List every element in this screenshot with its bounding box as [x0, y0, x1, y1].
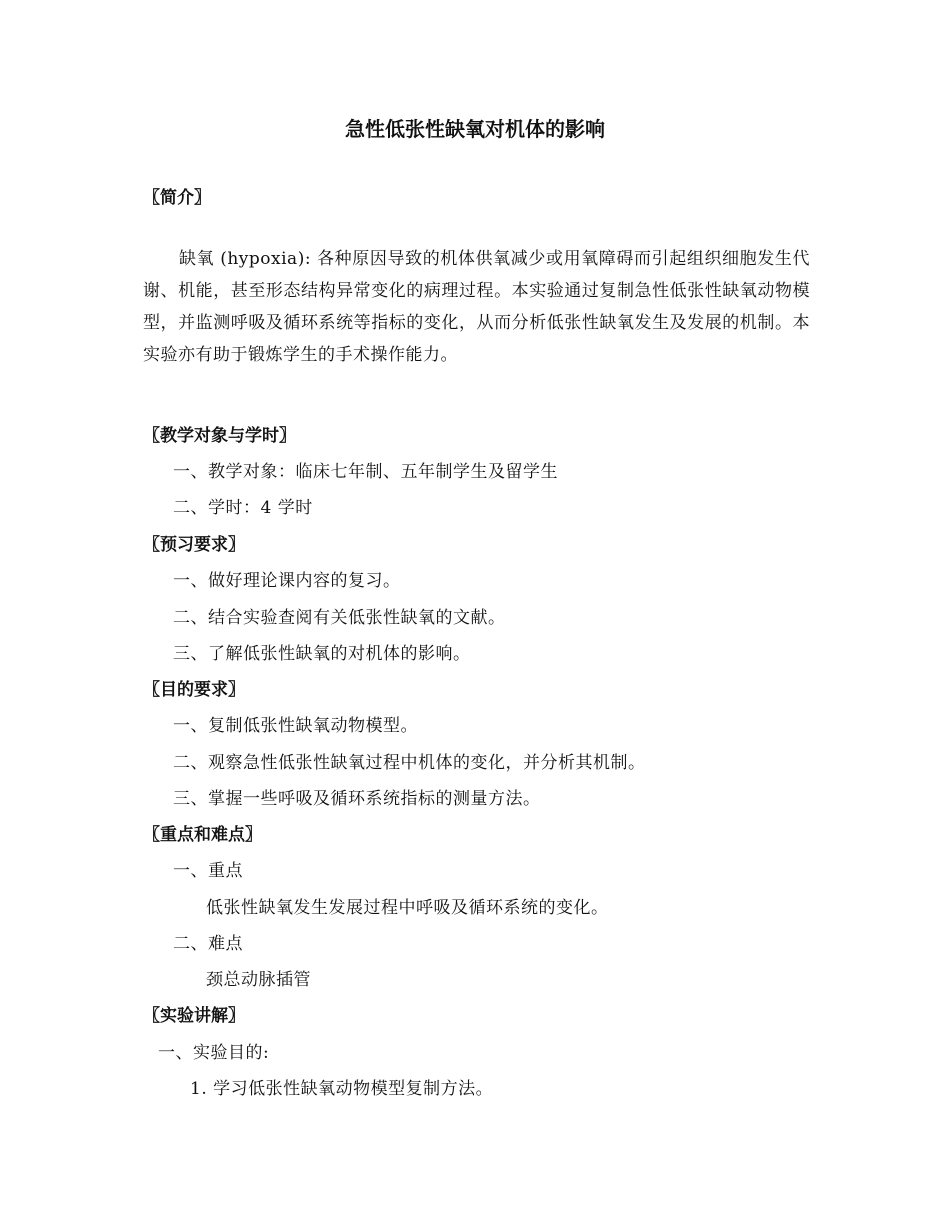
prep-item-3: 三、了解低张性缺氧的对机体的影响。: [173, 644, 471, 664]
goal-heading: 〖目的要求〗: [143, 680, 245, 700]
key-point-text: 低张性缺氧发生发展过程中呼吸及循环系统的变化。: [206, 898, 609, 918]
key-heading: 〖重点和难点〗: [143, 825, 262, 845]
explain-sub-item-1: 1. 学习低张性缺氧动物模型复制方法。: [190, 1079, 494, 1099]
difficult-text: 颈总动脉插管: [206, 970, 311, 990]
intro-paragraph: 缺氧 (hypoxia): 各种原因导致的机体供氧减少或用氧障碍而引起组织细胞发生代谢、机能，甚至形态结构异常变化的病理过程。本实验通过复制急性低张性缺氧动物模型，并监测呼吸及循环系统等指标的变化，从而分析低张性缺氧发生及发展的机制。本实验亦有助于锻炼学生的手术操作能力。: [143, 249, 810, 365]
explain-item-1: 一、实验目的:: [158, 1043, 270, 1063]
goal-item-2: 二、观察急性低张性缺氧过程中机体的变化，并分析其机制。: [173, 753, 646, 773]
key-point-label: 一、重点: [173, 861, 243, 881]
goal-item-3: 三、掌握一些呼吸及循环系统指标的测量方法。: [173, 789, 541, 809]
goal-item-1: 一、复制低张性缺氧动物模型。: [173, 716, 418, 736]
intro-heading: 〖简介〗: [143, 188, 211, 208]
prep-item-1: 一、做好理论课内容的复习。: [173, 571, 401, 591]
difficult-label: 二、难点: [173, 934, 243, 954]
explain-heading: 〖实验讲解〗: [143, 1006, 245, 1026]
page-title: 急性低张性缺氧对机体的影响: [345, 117, 605, 141]
prep-heading: 〖预习要求〗: [143, 535, 245, 555]
prep-item-2: 二、结合实验查阅有关低张性缺氧的文献。: [173, 608, 506, 628]
target-item-2: 二、学时：4 学时: [173, 498, 313, 518]
target-heading: 〖教学对象与学时〗: [143, 426, 296, 446]
target-item-1: 一、教学对象：临床七年制、五年制学生及留学生: [173, 462, 558, 482]
